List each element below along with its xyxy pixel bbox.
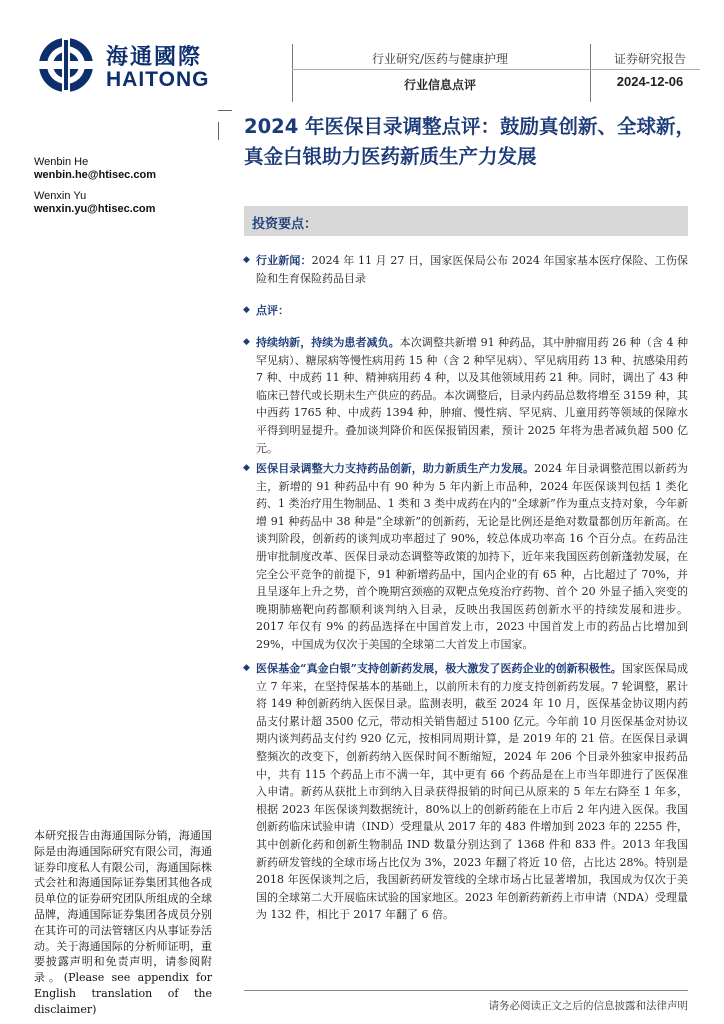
report-label: 证券研究报告 <box>613 52 686 66</box>
haitong-logo <box>36 36 212 94</box>
section-lead: 医保基金“真金白银”支持创新药发展，极大激发了医药企业的创新积极性。 <box>256 662 622 675</box>
section-lead: 行业新闻： <box>256 254 312 267</box>
report-date: 2024-12-06 <box>616 74 684 89</box>
author-email-link[interactable]: wenbin.he@htisec.com <box>34 169 156 181</box>
bullet-icon: ◆ <box>243 305 250 315</box>
section-innovation-support <box>243 460 688 654</box>
header-divider <box>590 44 591 102</box>
report-title: 2024 年医保目录调整点评：鼓励真创新、全球新，真金白银助力医药新质生产力发展 <box>244 115 696 168</box>
bullet-icon: ◆ <box>243 663 250 673</box>
section-comment <box>243 302 688 320</box>
author-email-link[interactable]: wenxin.yu@htisec.com <box>34 203 156 215</box>
section-text: 本次调整共新增 91 种药品，其中肿瘤用药 26 种（含 4 种罕见病）、糖尿病等慢性病用药 15 种（含 2 种罕见病）、罕见病用药 13 种、抗感染用药 7 种、中成药 11 种、精神病用药 4 种，以及其他领域用药 21 种。同时，调出了 43 种临床已替代或长期未生产供应的药品。本次调整后，目录内药品总数将增至 3159 种，其中西药 1765 种、中成药 1394 种，肿瘤、慢性病、罕见病、儿童用药等领域的保障水平得到明显提升。叠加谈判降价和医保报销因素，预计 2025 年将为患者减负超 500 亿元。 <box>256 336 688 455</box>
section-lead: 医保目录调整大力支持药品创新，助力新质生产力发展。 <box>256 462 535 475</box>
author-block <box>34 156 156 182</box>
logo-chinese-text: 海通國際 <box>106 45 203 70</box>
section-lead: 点评： <box>256 304 289 317</box>
bullet-icon: ◆ <box>243 337 250 347</box>
section-fund-support <box>243 660 688 924</box>
header-rule <box>292 69 700 70</box>
bullet-icon: ◆ <box>243 463 250 473</box>
title-decoration-vertical <box>218 122 219 140</box>
section-industry-news <box>243 252 688 287</box>
author-block <box>34 190 155 216</box>
author-name: Wenxin Yu <box>34 190 87 202</box>
report-type: 行业信息点评 <box>403 78 476 92</box>
disclaimer: 本研究报告由海通国际分销，海通国际是由海通国际研究有限公司，海通证券印度私人有限公司，海通国际株式会社和海通国际证券集团其他各成员单位的证券研究团队所组成的全球品牌，海通国际证券集团各成员分别在其许可的司法管辖区内从事证券活动。关于海通国际的分析师证明，重要披露声明和免责声明，请参阅附录。(Please see appendix for English translation of the disclaimer) <box>34 829 212 1016</box>
section-text: 2024 年目录调整范围以新药为主，新增的 91 种药品中有 90 种为 5 年内新上市品种，2024 年医保谈判包括 1 类化药、1 类治疗用生物制品、1 类和 3 类中成药在内的“全球新”作为重点支持对象，今年新增 91 种药品中 38 种是“全球新”的创新药，无论是比例还是绝对数量都创历年新高。在谈判阶段，创新药的谈判成功率超过了 90%，较总体成功率高 16 个百分点。在药品注册审批制度改革、医保目录动态调整等政策的加持下，近年来我国医药创新蓬勃发展，在完全公平竞争的前提下，91 种新增药品中，国内企业的有 65 种，占比超过了 70%，并且呈逐年上升之势，首个晚期宫颈癌的双靶点免疫治疗药物、首个 20 外显子插入突变的晚期肺癌靶向药都顺利谈判纳入目录，反映出我国医药创新水平的持续发展和进步。2017 年仅有 9% 的药品选择在中国首发上市，2023 中国首发上市的药品占比增加到 29%，中国成为仅次于美国的全球第二大首发上市国家。 <box>256 462 688 651</box>
title-decoration <box>218 110 232 111</box>
footer-notice: 请务必阅读正文之后的信息披露和法律声明 <box>488 1000 688 1012</box>
key-points-title: 投资要点： <box>252 217 318 232</box>
footer-rule <box>244 990 688 991</box>
section-new-drugs <box>243 334 688 457</box>
section-text: 2024 年 11 月 27 日，国家医保局公布 2024 年国家基本医疗保险、工伤保险和生育保险药品目录 <box>256 254 688 285</box>
bullet-icon: ◆ <box>243 255 250 265</box>
section-lead: 持续纳新，持续为患者减负。 <box>256 336 400 349</box>
section-text: 国家医保局成立 7 年来，在坚持保基本的基础上，以前所未有的力度支持创新药发展。7 轮调整，累计将 149 种创新药纳入医保目录。监测表明，截至 2024 年 10 月，医保基金协议期内药品支付累计超 3500 亿元，带动相关销售超过 5100 亿元。今年前 10 月医保基金对协议期内谈判药品支付约 920 亿元，按相同周期计算，是 2019 年的 21 倍。在医保目录调整频次的改变下，创新药纳入医保时间不断缩短，2024 年 206 个目录外独家申报药品中，共有 115 个药品上市不满一年，其中更有 66 个药品是在上市当年即进行了医保准入申请。新药从获批上市到纳入目录获得报销的时间已从原来的 5 年左右降至 1 年多，根据 2023 年医保谈判数据统计，80%以上的创新药能在上市后 2 年内进入医保。我国创新药临床试验申请（IND）受理量从 2017 年的 483 件增加到 2023 年的 2255 件，其中创新化药和创新生物制品 IND 数量分别达到了 1368 件和 833 件。2013 年我国新药研发管线的全球市场占比仅为 3%，2023 年翻了将近 10 倍，占比达 28%。特别是 2018 年医保谈判之后，我国新药研发管线的全球市场占比显著增加，我国成为仅次于美国的全球第二大开展临床试验的国家地区。2023 年创新药新药上市申请（NDA）受理量为 132 件，相比于 2017 年翻了 6 倍。 <box>256 662 688 922</box>
report-category: 行业研究/医药与健康护理 <box>371 52 509 66</box>
logo-english-text: HAITONG <box>106 68 210 91</box>
author-name: Wenbin He <box>34 156 89 168</box>
logo-emblem-icon <box>36 36 98 94</box>
